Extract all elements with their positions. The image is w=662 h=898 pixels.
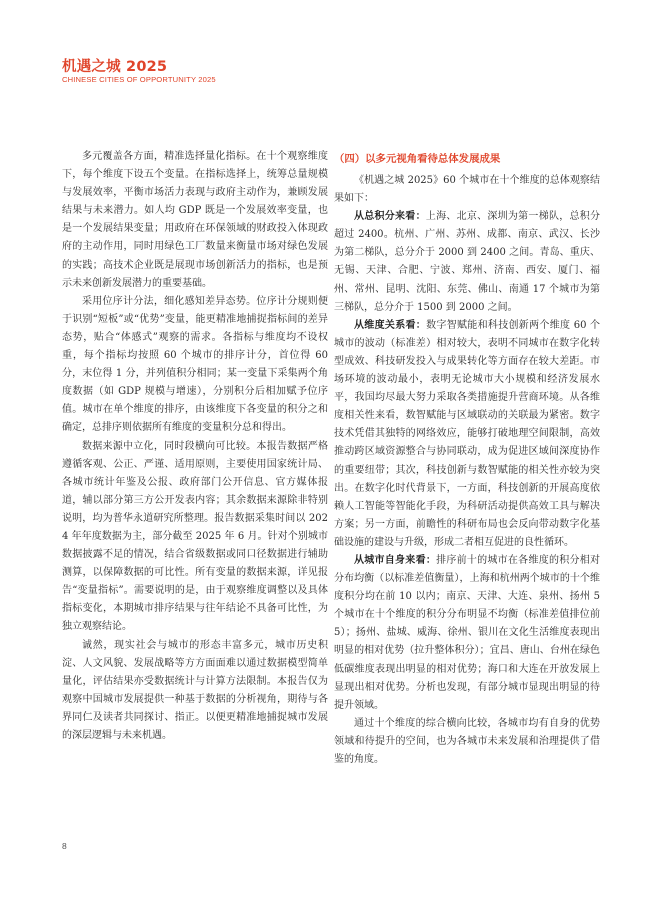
body-dimension-relations: 数字智赋能和科技创新两个维度 60 个城市的波动（标准差）相对较大，表明不同城市在数字化转型成效、科技研发投入与成果转化等方面存在较大差距。市场环境的波动最小，表明无论城市大小规模和经济发展水平，我国均尽最大努力采取各类措施提升营商环境。从各维度相关性来看，数智赋能与区域联动的关联最为紧密。数字技术凭借其独特的网络效应，能够打破地理空间限制，高效推动跨区域资源整合与协同联动，成为促进区域间深度协作的重要纽带；其次，科技创新与数智赋能的相关性亦较为突出。在数字化时代背景下，一方面，科技创新的开展高度依赖人工智能等智能化手段，为科研活动提供高效工具与解决方案；另一方面，前瞻性的科研布局也会反向带动数字化基础设施的建设与升级，形成二者相互促进的良性循环。: [334, 319, 600, 548]
paragraph-limitations: 诚然，现实社会与城市的形态丰富多元，城市历史积淀、人文风貌、发展战略等方方面面难以通过数据模型简单量化，评估结果亦受数据统计与计算方法限制。本报告仅为观察中国城市发展提供一种基于数据的分析视角，期待与各界同仁及读者共同探讨、指正。以便更精准地捕捉城市发展的深层逻辑与未来机遇。: [62, 639, 328, 741]
lead-dimension-relations: 从维度关系看：: [354, 319, 427, 331]
report-subtitle: CHINESE CITIES OF OPPORTUNITY 2025: [62, 75, 216, 84]
right-column: [334, 150, 600, 769]
report-title: 机遇之城 2025: [62, 59, 168, 75]
lead-total-score: 从总积分来看：: [354, 211, 426, 223]
section-heading: （四）以多元视角看待总体发展成果: [334, 153, 501, 165]
body-total-score: 上海、北京、深圳为第一梯队，总积分超过 2400。杭州、广州、苏州、成都、南京、武汉、长沙为第二梯队，总分介于 2000 到 2400 之间。青岛、重庆、无锡、天津、合肥、宁波、郑州、济南、西安、厦门、福州、常州、昆明、沈阳、东莞、佛山、南通 17 个城市为第三梯队，总分介于 1500 到 2000 之间。: [334, 211, 601, 313]
paragraph-indicators: 多元覆盖各方面，精准选择量化指标。在十个观察维度下，每个维度下设五个变量。在指标选择上，统筹总量规模与发展效率，平衡市场活力表现与政府主动作为，兼顾发展结果与未来潜力。如人均 GDP 既是一个发展效率变量，也是一个发展结果变量；用政府在环保领域的财政投入体现政府的主动作用，同时用绿色工厂数量来衡量市场对绿色发展的实践；高技术企业既是展现市场创新活力的指标，也是预示未来创新发展潜力的重要基础。: [62, 151, 328, 289]
left-column: [62, 148, 328, 745]
paragraph-scoring: 采用位序计分法，细化感知差异态势。位序计分规则便于识别“短板”或“优势”变量，能更精准地捕捉指标间的差异态势，贴合“体感式”观察的需求。各指标与维度均不设权重，每个指标均按照 60 个城市的排序计分，首位得 60 分，末位得 1 分，并列值积分相同；某一变量下采集两个角度数据（如 GDP 规模与增速），分别积分后相加赋予位序值。城市在单个维度的排序，由该维度下各变量的积分之和确定，总排序则依据所有维度的变量积分总和得出。: [62, 295, 328, 434]
page-number: 8: [62, 841, 67, 851]
paragraph-intro: 《机遇之城 2025》60 个城市在十个维度的总体观察结果如下：: [334, 175, 600, 205]
body-city-view: 排序前十的城市在各维度的积分相对分布均衡（以标准差值衡量），上海和杭州两个城市的十个维度积分均在前 10 以内；南京、天津、大连、泉州、扬州 5 个城市在十个维度的积分分布明显不均衡（标准差值排位前 5）；扬州、盐城、威海、徐州、银川在文化生活维度表现出明显的相对优势（拉升整体积分）；宜昌、唐山、台州在绿色低碳维度表现出明显的相对优势；海口和大连在开放发展上显现出相对优势。分析也发现，有部分城市显现出明显的待提升领域。: [334, 554, 601, 711]
lead-city-view: 从城市自身来看：: [354, 554, 437, 566]
paragraph-data-sources: 数据来源中立化，同时段横向可比较。本报告数据严格遵循客观、公正、严谨、适用原则，主要使用国家统计局、各城市统计年鉴及公报、政府部门公开信息、官方媒体报道，辅以部分第三方公开发表内容；其余数据来源除非特别说明，均为普华永道研究所整理。报告数据采集时间以 2024 年年度数据为主，部分截至 2025 年 6 月。针对个别城市数据披露不足的情况，结合省级数据或同口径数据进行辅助测算，以保障数据的可比性。所有变量的数据来源，详见报告“变量指标”。需要说明的是，由于观察维度调整以及具体指标变化，本期城市排序结果与往年结论不具备可比性，为独立观察结论。: [62, 440, 328, 633]
paragraph-total-score: [334, 208, 600, 317]
paragraph-city-view: [334, 552, 600, 715]
paragraph-dimension-relations: [334, 317, 600, 552]
report-brand: [62, 59, 216, 85]
paragraph-conclusion: 通过十个维度的综合横向比较，各城市均有自身的优势领域和待提升的空间，也为各城市未来发展和治理提供了借鉴的角度。: [334, 717, 600, 765]
